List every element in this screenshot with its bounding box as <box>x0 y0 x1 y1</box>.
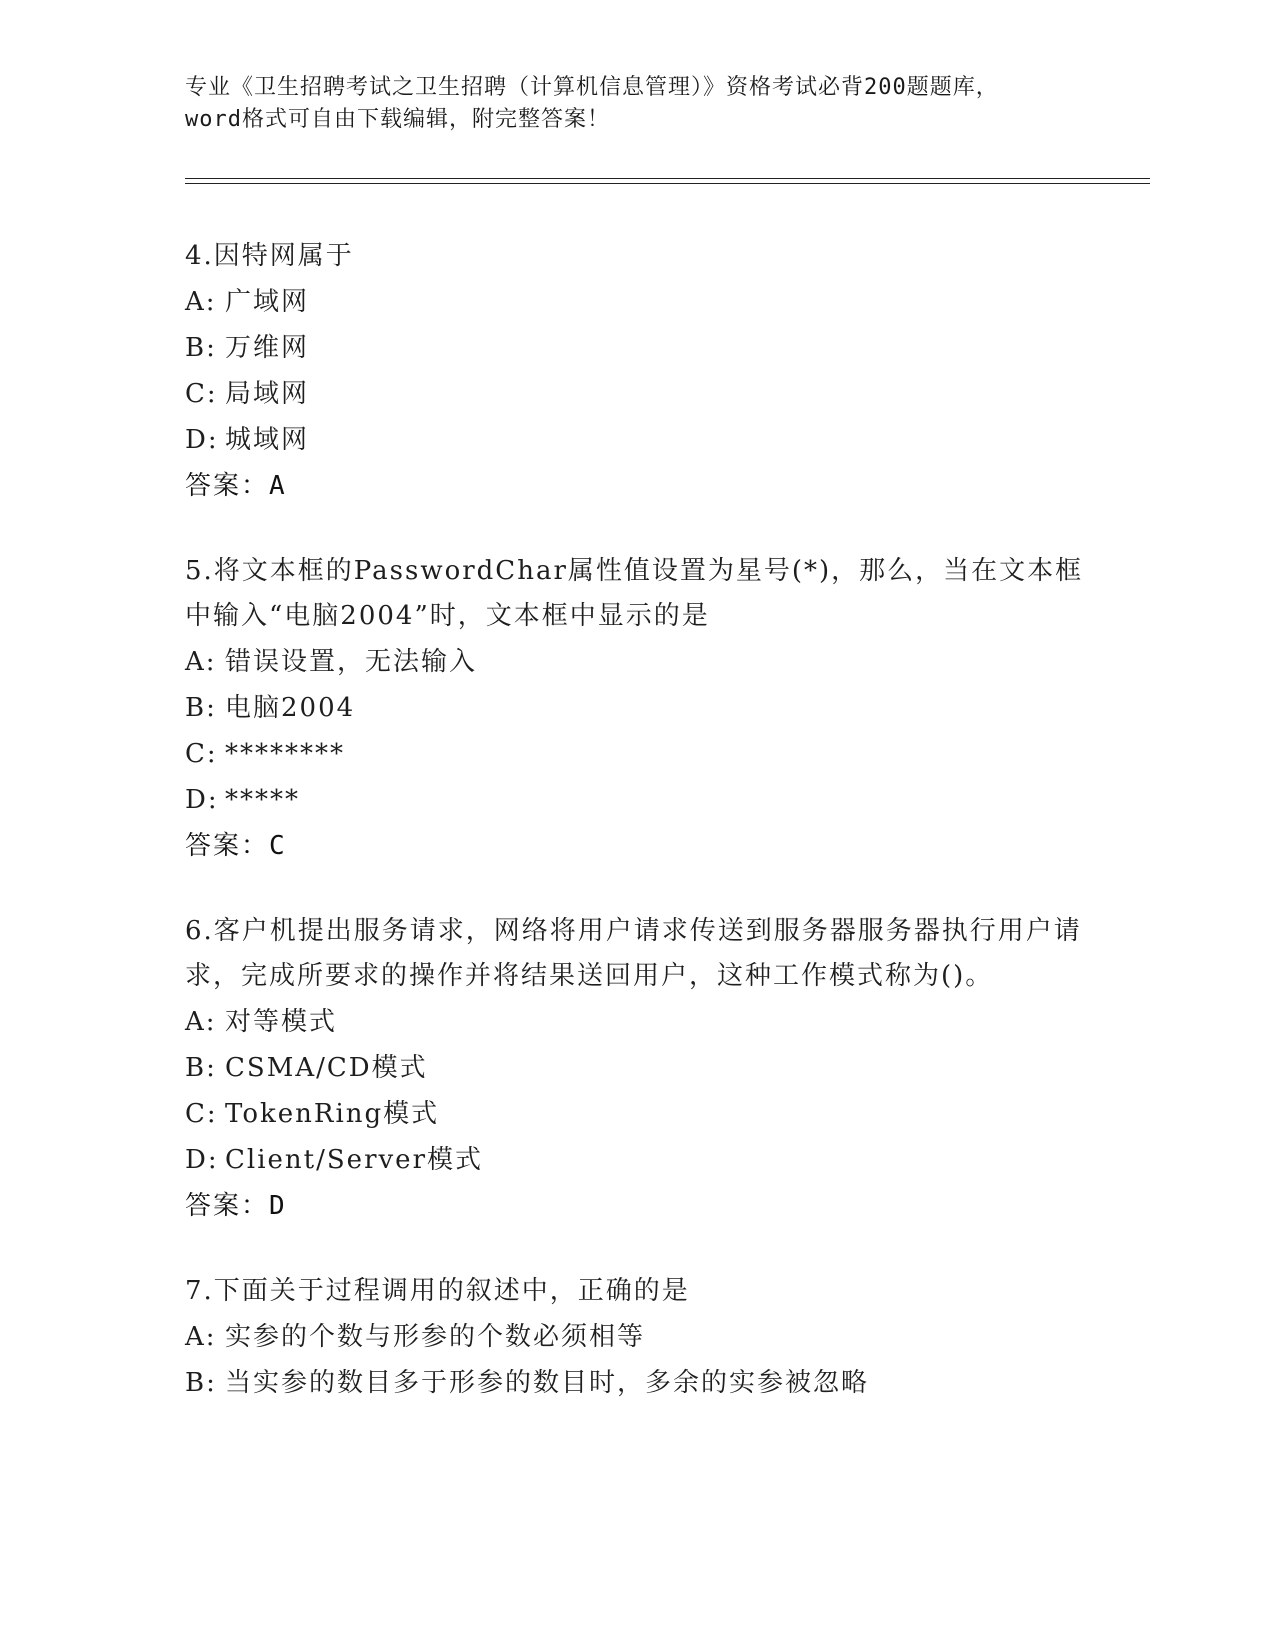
option-text: 电脑2004 <box>225 693 356 723</box>
question-text: 7.下面关于过程调用的叙述中，正确的是 <box>185 1276 690 1306</box>
option-c <box>185 371 1085 417</box>
option-c <box>185 1091 1085 1137</box>
option-letter: A: <box>185 1007 217 1037</box>
option-b <box>185 1360 1085 1406</box>
option-text: 广域网 <box>225 287 310 317</box>
header-line-2: word格式可自由下载编辑，附完整答案！ <box>185 107 610 132</box>
option-b <box>185 685 1085 731</box>
option-letter: B: <box>185 1053 217 1083</box>
document-header <box>185 72 1085 136</box>
option-a <box>185 1314 1085 1360</box>
option-letter: A: <box>185 647 217 677</box>
option-letter: C: <box>185 1099 218 1129</box>
option-text: ***** <box>225 785 300 815</box>
option-text: 错误设置，无法输入 <box>225 647 478 677</box>
answer-label: 答案：D <box>185 1191 287 1221</box>
option-letter: B: <box>185 333 217 363</box>
option-b <box>185 325 1085 371</box>
header-line-1: 专业《卫生招聘考试之卫生招聘（计算机信息管理）》资格考试必背200题题库， <box>185 75 999 100</box>
question-6 <box>185 909 1085 1229</box>
option-letter: A: <box>185 287 217 317</box>
option-text: 对等模式 <box>225 1007 338 1037</box>
option-text: 实参的个数与形参的个数必须相等 <box>225 1322 646 1352</box>
option-text: 局域网 <box>225 379 310 409</box>
option-letter: D: <box>185 425 219 455</box>
question-list <box>185 234 1085 1446</box>
option-text: CSMA/CD模式 <box>225 1053 428 1083</box>
option-c <box>185 731 1085 777</box>
option-text: Client/Server模式 <box>225 1145 483 1175</box>
header-divider-bottom <box>185 183 1150 184</box>
option-a <box>185 999 1085 1045</box>
option-letter: D: <box>185 785 219 815</box>
option-letter: B: <box>185 693 217 723</box>
question-4 <box>185 234 1085 509</box>
option-d <box>185 417 1085 463</box>
option-d <box>185 1137 1085 1183</box>
option-text: 城域网 <box>225 425 310 455</box>
option-letter: B: <box>185 1368 217 1398</box>
option-letter: C: <box>185 379 218 409</box>
option-text: ******** <box>225 739 345 769</box>
option-letter: C: <box>185 739 218 769</box>
option-a <box>185 639 1085 685</box>
question-text: 4.因特网属于 <box>185 241 354 271</box>
header-divider-top <box>185 178 1150 179</box>
answer-label: 答案：A <box>185 471 287 501</box>
question-5 <box>185 549 1085 869</box>
option-text: 当实参的数目多于形参的数目时，多余的实参被忽略 <box>225 1368 870 1398</box>
option-a <box>185 279 1085 325</box>
question-7 <box>185 1269 1085 1406</box>
option-text: TokenRing模式 <box>225 1099 440 1129</box>
option-letter: A: <box>185 1322 217 1352</box>
option-d <box>185 777 1085 823</box>
option-b <box>185 1045 1085 1091</box>
question-text: 6.客户机提出服务请求，网络将用户请求传送到服务器服务器执行用户请求，完成所要求的操作并将结果送回用户，这种工作模式称为()。 <box>185 916 1082 991</box>
question-text: 5.将文本框的PasswordChar属性值设置为星号(*)，那么，当在文本框中输入“电脑2004”时，文本框中显示的是 <box>185 556 1084 631</box>
option-letter: D: <box>185 1145 219 1175</box>
answer-label: 答案：C <box>185 831 287 861</box>
option-text: 万维网 <box>225 333 310 363</box>
